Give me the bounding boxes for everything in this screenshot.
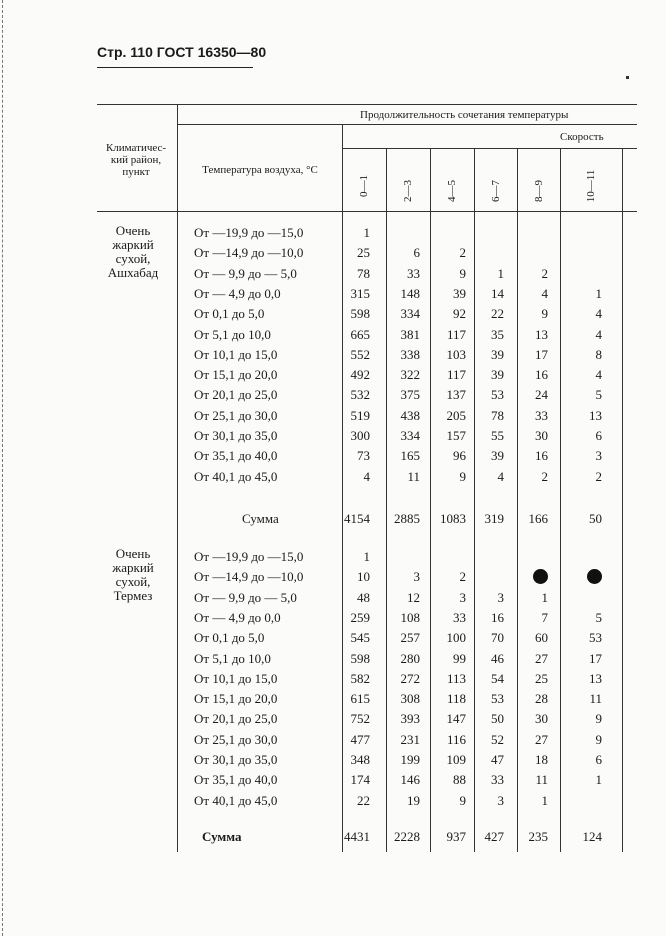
cell-value: 5 — [595, 387, 602, 403]
table-top-rule — [97, 104, 637, 105]
cell-value: 39 — [491, 448, 504, 464]
cell-value: 48 — [357, 589, 370, 605]
temperature-range: От 15,1 до 20,0 — [194, 367, 278, 383]
cell-value: 393 — [400, 711, 420, 727]
cell-value: 308 — [400, 691, 420, 707]
cell-value: 12 — [407, 589, 420, 605]
table-row — [0, 347, 666, 367]
cell-value: 338 — [400, 346, 420, 362]
cell-value: 54 — [491, 670, 504, 686]
table-row — [0, 610, 666, 630]
cell-value: 16 — [491, 609, 504, 625]
cell-value: 9 — [541, 306, 548, 322]
cell-value: 117 — [446, 326, 466, 342]
cell-value: 1 — [541, 792, 548, 808]
cell-value: 9 — [595, 711, 602, 727]
cell-value — [508, 569, 548, 588]
table-row — [0, 245, 666, 265]
cell-value: 11 — [589, 691, 602, 707]
cell-value: 70 — [491, 630, 504, 646]
cell-value: 47 — [491, 752, 504, 767]
table-row — [0, 448, 666, 468]
cell-value: 4 — [595, 367, 602, 383]
sum-value: 4154 — [344, 511, 370, 526]
speed-range-2: 4—5 — [446, 180, 458, 202]
speed-range-4: 8—9 — [533, 180, 545, 202]
cell-value: 92 — [453, 306, 466, 322]
cell-value: 1 — [497, 265, 504, 281]
temperature-range: От —14,9 до —10,0 — [194, 569, 304, 585]
sum-label-2: Сумма — [202, 829, 242, 844]
cell-value: 113 — [446, 670, 466, 686]
cell-value: 6 — [595, 428, 602, 443]
table-row — [0, 306, 666, 326]
cell-value: 17 — [535, 346, 548, 362]
page-dot-mark — [626, 76, 629, 79]
cell-value: 381 — [400, 326, 420, 342]
sum-row — [0, 511, 666, 531]
cell-value: 35 — [491, 326, 504, 342]
cell-value: 33 — [453, 609, 466, 625]
cell-value: 146 — [400, 772, 420, 788]
cell-value: 52 — [491, 731, 504, 747]
table-row — [0, 367, 666, 387]
cell-value: 3 — [595, 448, 602, 464]
cell-value: 137 — [446, 387, 466, 403]
cell-value: 96 — [453, 448, 466, 464]
table-row — [0, 630, 666, 650]
cell-value: 109 — [446, 752, 466, 767]
cell-value: 13 — [535, 326, 548, 342]
cell-value: 100 — [446, 630, 466, 646]
cell-value: 665 — [350, 326, 370, 342]
cell-value: 3 — [497, 792, 504, 808]
cell-value: 3 — [459, 589, 466, 605]
sum-value: 1083 — [440, 511, 466, 526]
cell-value: 46 — [491, 650, 504, 666]
cell-value: 3 — [497, 589, 504, 605]
cell-value: 24 — [535, 387, 548, 403]
table-row — [0, 428, 666, 448]
cell-value: 280 — [400, 650, 420, 666]
cell-value: 11 — [535, 772, 548, 788]
cell-value: 4 — [497, 468, 504, 484]
cell-value — [562, 569, 602, 588]
cell-value: 272 — [400, 670, 420, 686]
speed-range-0: 0—1 — [358, 175, 370, 197]
cell-value: 28 — [535, 691, 548, 707]
cell-value: 14 — [491, 285, 504, 301]
filled-circle-mark — [587, 569, 602, 584]
filled-circle-mark — [533, 569, 548, 584]
cell-value: 6 — [413, 245, 420, 261]
temperature-range: От 20,1 до 25,0 — [194, 387, 278, 403]
table-row — [0, 691, 666, 711]
super-header-rule — [177, 124, 637, 125]
temperature-range: От 30,1 до 35,0 — [194, 752, 278, 767]
table-row — [0, 651, 666, 671]
table-row — [0, 266, 666, 286]
sum-value: 235 — [528, 829, 548, 844]
cell-value: 257 — [400, 630, 420, 646]
cell-value: 33 — [491, 772, 504, 788]
speed-range-3: 6—7 — [490, 180, 502, 202]
temperature-range: От — 9,9 до — 5,0 — [194, 265, 297, 281]
cell-value: 4 — [363, 468, 370, 484]
cell-value: 55 — [491, 428, 504, 443]
temperature-range: От 25,1 до 30,0 — [194, 731, 278, 747]
cell-value: 4 — [541, 285, 548, 301]
temperature-range: От 40,1 до 45,0 — [194, 792, 278, 808]
speed-range-1: 2—3 — [402, 180, 414, 202]
sum-value: 427 — [484, 829, 504, 844]
table-row — [0, 732, 666, 752]
temperature-range: От 40,1 до 45,0 — [194, 468, 278, 484]
header-underline — [97, 67, 253, 68]
temperature-range: От 5,1 до 10,0 — [194, 326, 271, 342]
cell-value: 16 — [535, 367, 548, 383]
cell-value: 53 — [491, 691, 504, 707]
cell-value: 2 — [595, 468, 602, 484]
header-bottom-rule — [97, 211, 637, 212]
cell-value: 1 — [595, 285, 602, 301]
cell-value: 27 — [535, 731, 548, 747]
cell-value: 552 — [350, 346, 370, 362]
cell-value: 532 — [350, 387, 370, 403]
cell-value: 18 — [535, 752, 548, 767]
cell-value: 348 — [350, 752, 370, 767]
temperature-range: От 15,1 до 20,0 — [194, 691, 278, 707]
temperature-range: От 0,1 до 5,0 — [194, 630, 265, 646]
cell-value: 2 — [459, 569, 466, 585]
cell-value: 598 — [350, 306, 370, 322]
cell-value: 231 — [400, 731, 420, 747]
cell-value: 259 — [350, 609, 370, 625]
cell-value: 2 — [541, 468, 548, 484]
region-label-2: Очень жаркий сухой, Термез — [112, 546, 154, 603]
cell-value: 27 — [535, 650, 548, 666]
table-row — [0, 327, 666, 347]
cell-value: 492 — [350, 367, 370, 383]
sum-value: 2885 — [394, 511, 420, 526]
cell-value: 78 — [491, 407, 504, 423]
sum-value: 937 — [446, 829, 466, 844]
cell-value: 53 — [589, 630, 602, 646]
sum-value: 166 — [528, 511, 548, 526]
cell-value: 8 — [595, 346, 602, 362]
cell-value: 1 — [363, 225, 370, 240]
temperature-range: От 35,1 до 40,0 — [194, 772, 278, 788]
table-row — [0, 711, 666, 731]
table-row — [0, 772, 666, 792]
temperature-range: От 10,1 до 15,0 — [194, 670, 278, 686]
cell-value: 39 — [491, 367, 504, 383]
cell-value: 19 — [407, 792, 420, 808]
table-row — [0, 549, 666, 569]
cell-value: 582 — [350, 670, 370, 686]
cell-value: 9 — [595, 731, 602, 747]
cell-value: 477 — [350, 731, 370, 747]
temperature-range: От 10,1 до 15,0 — [194, 346, 278, 362]
temperature-range: От 0,1 до 5,0 — [194, 306, 265, 322]
cell-value: 315 — [350, 285, 370, 301]
cell-value: 50 — [491, 711, 504, 727]
cell-value: 78 — [357, 265, 370, 281]
cell-value: 10 — [357, 569, 370, 585]
cell-value: 322 — [400, 367, 420, 383]
cell-value: 2 — [541, 265, 548, 281]
temperature-range: От 35,1 до 40,0 — [194, 448, 278, 464]
cell-value: 11 — [407, 468, 420, 484]
cell-value: 116 — [446, 731, 466, 747]
cell-value: 165 — [400, 448, 420, 464]
table-row — [0, 286, 666, 306]
cell-value: 9 — [459, 265, 466, 281]
cell-value: 33 — [535, 407, 548, 423]
temperature-range: От — 9,9 до — 5,0 — [194, 589, 297, 605]
speed-header: Скорость — [560, 131, 604, 143]
cell-value: 375 — [400, 387, 420, 403]
cell-value: 33 — [407, 265, 420, 281]
temperature-range: От —19,9 до —15,0 — [194, 225, 304, 240]
cell-value: 118 — [446, 691, 466, 707]
temp-column-header: Температура воздуха, °С — [202, 164, 318, 176]
cell-value: 205 — [446, 407, 466, 423]
page-header: Стр. 110 ГОСТ 16350—80 — [97, 44, 267, 60]
cell-value: 99 — [453, 650, 466, 666]
table-row — [0, 387, 666, 407]
sum-row — [0, 829, 666, 849]
cell-value: 117 — [446, 367, 466, 383]
temperature-range: От 5,1 до 10,0 — [194, 650, 271, 666]
cell-value: 174 — [350, 772, 370, 788]
cell-value: 5 — [595, 609, 602, 625]
cell-value: 16 — [535, 448, 548, 464]
temperature-range: От — 4,9 до 0,0 — [194, 609, 281, 625]
cell-value: 9 — [459, 468, 466, 484]
sum-value: 124 — [582, 829, 602, 844]
cell-value: 1 — [595, 772, 602, 788]
cell-value: 73 — [357, 448, 370, 464]
table-row — [0, 793, 666, 813]
temperature-range: От 30,1 до 35,0 — [194, 428, 278, 443]
sum-value: 319 — [484, 511, 504, 526]
cell-value: 53 — [491, 387, 504, 403]
cell-value: 6 — [595, 752, 602, 767]
temperature-range: От —19,9 до —15,0 — [194, 549, 304, 564]
table-row — [0, 469, 666, 489]
cell-value: 300 — [350, 428, 370, 443]
cell-value: 13 — [589, 407, 602, 423]
super-header: Продолжительность сочетания температуры — [360, 109, 569, 121]
sum-value: 50 — [589, 511, 602, 526]
sum-value: 2228 — [394, 829, 420, 844]
temperature-range: От — 4,9 до 0,0 — [194, 285, 281, 301]
cell-value: 199 — [400, 752, 420, 767]
table-row — [0, 590, 666, 610]
cell-value: 7 — [541, 609, 548, 625]
region-column-header: Климатичес-кий район, пункт — [105, 142, 167, 178]
cell-value: 39 — [453, 285, 466, 301]
cell-value: 2 — [459, 245, 466, 261]
cell-value: 615 — [350, 691, 370, 707]
cell-value: 25 — [535, 670, 548, 686]
cell-value: 103 — [446, 346, 466, 362]
cell-value: 752 — [350, 711, 370, 727]
cell-value: 9 — [459, 792, 466, 808]
cell-value: 22 — [491, 306, 504, 322]
cell-value: 1 — [541, 589, 548, 605]
cell-value: 519 — [350, 407, 370, 423]
cell-value: 30 — [535, 428, 548, 443]
temperature-range: От —14,9 до —10,0 — [194, 245, 304, 261]
cell-value: 334 — [400, 428, 420, 443]
table-row — [0, 671, 666, 691]
cell-value: 3 — [413, 569, 420, 585]
cell-value: 30 — [535, 711, 548, 727]
cell-value: 334 — [400, 306, 420, 322]
cell-value: 4 — [595, 326, 602, 342]
table-row — [0, 569, 666, 589]
temperature-range: От 25,1 до 30,0 — [194, 407, 278, 423]
sum-label-1: Сумма — [242, 511, 279, 526]
cell-value: 157 — [446, 428, 466, 443]
table-row — [0, 408, 666, 428]
cell-value: 148 — [400, 285, 420, 301]
cell-value: 60 — [535, 630, 548, 646]
cell-value: 1 — [363, 549, 370, 564]
cell-value: 13 — [589, 670, 602, 686]
cell-value: 147 — [446, 711, 466, 727]
cell-value: 545 — [350, 630, 370, 646]
cell-value: 17 — [589, 650, 602, 666]
table-row — [0, 752, 666, 772]
cell-value: 108 — [400, 609, 420, 625]
region-label-1: Очень жаркий сухой, Ашхабад — [107, 223, 159, 280]
cell-value: 22 — [357, 792, 370, 808]
cell-value: 25 — [357, 245, 370, 261]
cell-value: 438 — [400, 407, 420, 423]
table-row — [0, 225, 666, 245]
cell-value: 598 — [350, 650, 370, 666]
sum-value: 4431 — [344, 829, 370, 844]
cell-value: 39 — [491, 346, 504, 362]
cell-value: 88 — [453, 772, 466, 788]
temperature-range: От 20,1 до 25,0 — [194, 711, 278, 727]
cell-value: 4 — [595, 306, 602, 322]
speed-range-5: 10—11 — [585, 169, 597, 203]
